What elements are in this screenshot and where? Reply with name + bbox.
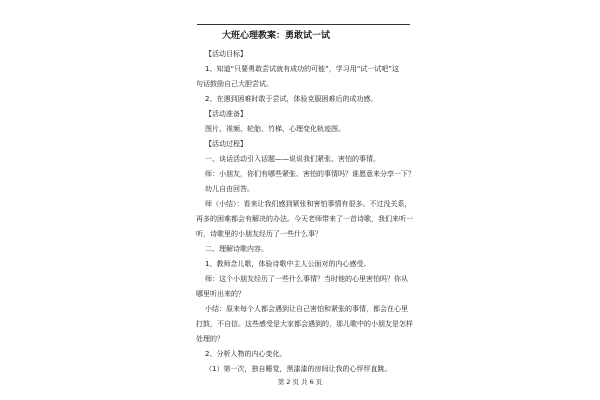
text-line: 二、理解诗歌内容。 — [205, 245, 268, 253]
section-heading-process: 【活动过程】 — [205, 140, 247, 148]
text-line: 句话鼓励自己大胆尝试。 — [196, 80, 273, 88]
text-line: 一、谈话活动引入话题——说说我们紧张、害怕的事情。 — [205, 155, 380, 163]
text-line: 图片、视频、轮胎、竹梯、心理变化轨迹图。 — [205, 125, 345, 133]
text-line: 2、在遇到困难时敢于尝试，体验克服困难后的成功感。 — [205, 95, 378, 103]
header-rule — [197, 24, 410, 25]
text-line: 处理的？ — [196, 335, 224, 343]
text-line: 师：小朋友，你们有哪些紧张、害怕的事情吗？谁愿意来分享一下？ — [205, 170, 415, 178]
text-line: 师：这个小朋友经历了一些什么事情？当时他的心里害怕吗？你从 — [205, 275, 408, 283]
text-line: 哪里听出来的？ — [196, 290, 245, 298]
text-line: 1、知道“只要勇敢尝试就有成功的可能”，学习用“试一试吧”这 — [205, 65, 399, 73]
section-heading-goals: 【活动目标】 — [205, 50, 247, 58]
text-line: 师（小结）：看来让我们感到紧张和害怕事情有很多。不过没关系， — [205, 200, 412, 208]
page-footer: 第 2 页 共 6 页 — [277, 378, 323, 386]
text-line: 打鼓，不自信。这些感受是大家都会遇到的，那儿歌中的小朋友是怎样 — [196, 320, 413, 328]
text-line: 幼儿自由回答。 — [205, 185, 254, 193]
text-line: 2、分析人物的内心变化。 — [205, 350, 287, 358]
text-line: 再多的困难都会有解决的办法。今天老师带来了一首诗歌，我们来听一 — [196, 215, 413, 223]
text-line: 1、教师念儿歌，体验诗歌中主人公面对的内心感受。 — [205, 260, 371, 268]
text-line: （1）第一次，独自睡觉，黑漆漆的房间让我的心怦怦直跳。 — [205, 365, 392, 373]
text-line: 听，诗歌里的小朋友经历了一些什么事？ — [196, 230, 322, 238]
document-title: 大班心理教案：勇敢试一试 — [222, 31, 331, 41]
text-line: 小结：原来每个人都会遇到让自己害怕和紧张的事情，都会在心里 — [205, 305, 408, 313]
section-heading-preparation: 【活动准备】 — [205, 110, 247, 118]
